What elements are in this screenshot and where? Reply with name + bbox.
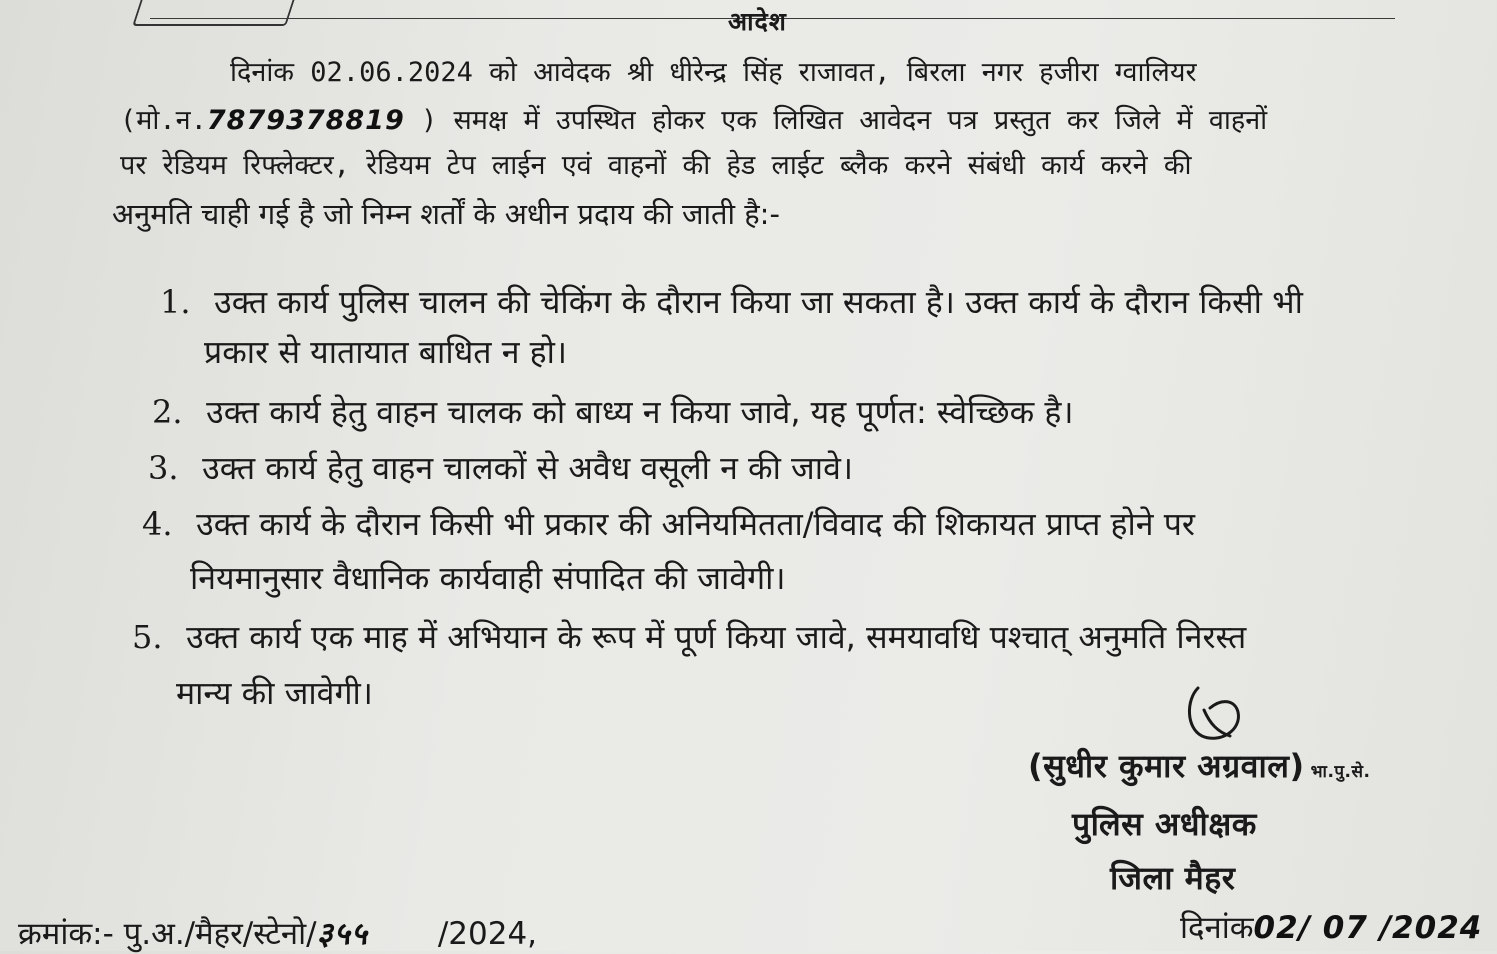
handwritten-signature-icon bbox=[1180, 680, 1260, 750]
condition-number: 4. bbox=[142, 505, 173, 543]
condition-2 bbox=[152, 390, 1074, 433]
condition-number: 2. bbox=[152, 393, 183, 431]
condition-4-continued: नियमानुसार वैधानिक कार्यवाही संपादित की जावेगी। bbox=[190, 559, 786, 597]
condition-number: 1. bbox=[160, 283, 191, 321]
intro-line-2 bbox=[120, 100, 1267, 137]
condition-text: उक्त कार्य एक माह में अभियान के रूप में पूर्ण किया जावे, समयावधि पश्चात् अनुमति निरस्त bbox=[186, 618, 1247, 656]
order-heading: आदेश bbox=[728, 7, 787, 36]
handwritten-date: 02/ 07 /2024 bbox=[1253, 910, 1483, 946]
signatory-name-line bbox=[1028, 744, 1370, 787]
intro-line-1: दिनांक 02.06.2024 को आवेदक श्री धीरेन्द्र सिंह राजावत, बिरला नगर हजीरा ग्वालियर bbox=[230, 57, 1197, 88]
condition-text: उक्त कार्य हेतु वाहन चालक को बाध्य न किया जावे, यह पूर्णत: स्वेच्छिक है। bbox=[206, 393, 1074, 431]
handwritten-reference-number: ३५५ bbox=[316, 916, 368, 952]
signatory-designation: पुलिस अधीक्षक bbox=[1072, 805, 1257, 843]
condition-text: उक्त कार्य के दौरान किसी भी प्रकार की अनियमितता/विवाद की शिकायत प्राप्त होने पर bbox=[196, 505, 1195, 543]
condition-text: उक्त कार्य पुलिस चालन की चेकिंग के दौरान किया जा सकता है। उक्त कार्य के दौरान किसी भी bbox=[214, 283, 1303, 321]
issue-date-line bbox=[1180, 906, 1482, 948]
condition-number: 3. bbox=[148, 449, 179, 487]
condition-5-continued: मान्य की जावेगी। bbox=[176, 674, 373, 712]
intro-line-2-text: ) समक्ष में उपस्थित होकर एक लिखित आवेदन पत्र प्रस्तुत कर जिले में वाहनों bbox=[421, 105, 1268, 136]
condition-1-continued: प्रकार से यातायात बाधित न हो। bbox=[204, 333, 568, 371]
condition-number: 5. bbox=[132, 618, 163, 656]
signatory-name: (सुधीर कुमार अग्रवाल) bbox=[1028, 747, 1305, 785]
intro-line-4: अनुमति चाही गई है जो निम्न शर्तों के अधीन प्रदाय की जाती है:- bbox=[112, 197, 780, 231]
handwritten-phone-number: 7879378819 bbox=[206, 105, 405, 136]
intro-line-3: पर रेडियम रिफ्लेक्टर, रेडियम टेप लाईन एवं वाहनों की हेड लाईट ब्लैक करने संबंधी कार्य करने की bbox=[120, 150, 1192, 181]
condition-5 bbox=[132, 615, 1246, 658]
reference-year: /2024, bbox=[437, 916, 538, 952]
reference-prefix: क्रमांक:- पु.अ./मैहर/स्टेनो/ bbox=[18, 916, 317, 952]
phone-prefix: (मो.न. bbox=[120, 105, 207, 136]
signatory-district: जिला मैहर bbox=[1110, 859, 1236, 897]
reference-number-line bbox=[18, 912, 537, 954]
service-suffix: भा.पु.से. bbox=[1310, 762, 1371, 782]
condition-4 bbox=[142, 502, 1195, 545]
letterhead-emblem-fragment bbox=[132, 0, 298, 26]
date-label: दिनांक bbox=[1180, 910, 1254, 946]
condition-3 bbox=[148, 446, 853, 489]
condition-text: उक्त कार्य हेतु वाहन चालकों से अवैध वसूली न की जावे। bbox=[202, 449, 854, 487]
condition-1 bbox=[160, 280, 1303, 323]
